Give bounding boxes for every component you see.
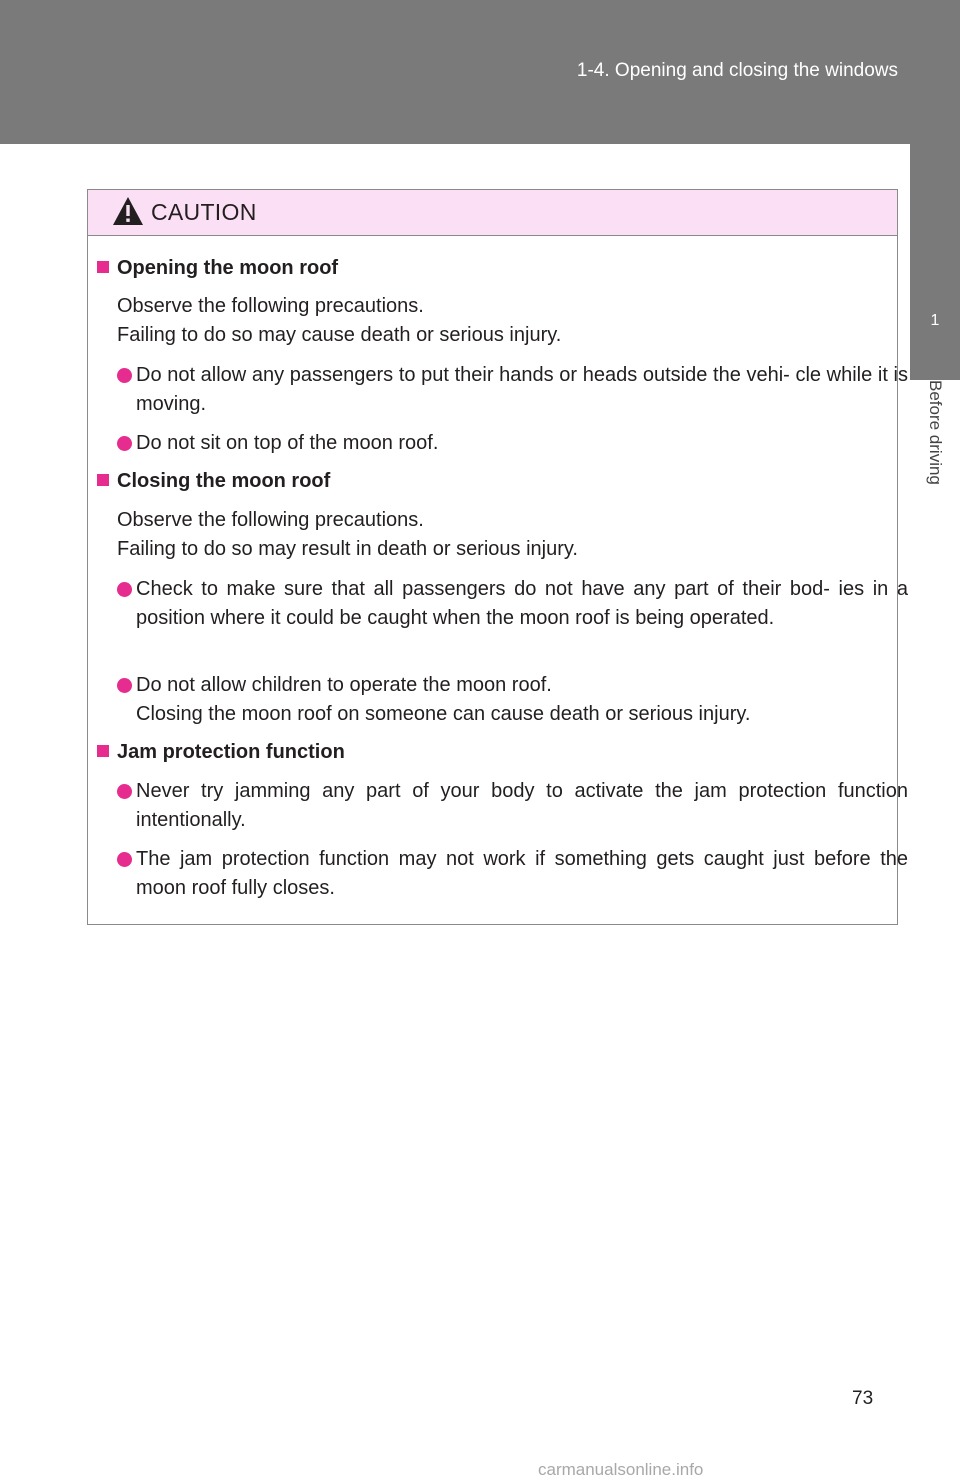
bullet-dot-icon <box>117 784 132 799</box>
section-heading: Closing the moon roof <box>97 467 330 496</box>
list-item: The jam protection function may not work if something gets caught just before the moon roof fully closes. <box>117 845 908 903</box>
square-bullet-icon <box>97 745 109 757</box>
paragraph: Failing to do so may cause death or serious injury. <box>117 324 562 346</box>
square-bullet-icon <box>97 261 109 273</box>
paragraph: Observe the following precautions. <box>117 509 424 531</box>
page-number: 73 <box>852 1388 874 1409</box>
chapter-name: Before driving <box>926 380 945 485</box>
bullet-note: Closing the moon roof on someone can cause death or serious injury. <box>136 703 751 725</box>
paragraph: Failing to do so may result in death or serious injury. <box>117 538 578 560</box>
bullet-dot-icon <box>117 368 132 383</box>
caution-box <box>87 189 908 925</box>
chapter-number: 1 <box>930 312 940 329</box>
paragraph: Observe the following precautions. <box>117 295 424 317</box>
list-item: Do not allow children to operate the moon roof. Closing the moon roof on someone can cause death or serious injury. <box>117 671 908 729</box>
section-heading: Opening the moon roof <box>97 254 338 283</box>
caution-header <box>88 190 897 236</box>
bullet-dot-icon <box>117 678 132 693</box>
bullet-dot-icon <box>117 852 132 867</box>
list-item: Do not sit on top of the moon roof. <box>117 429 908 458</box>
list-item: Check to make sure that all passengers do not have any part of their bod- ies in a position where it could be caught when the moon roof is being operated. <box>117 575 908 633</box>
list-item: Do not allow any passengers to put their hands or heads outside the vehi- cle while it is moving. <box>117 361 908 419</box>
list-item: Never try jamming any part of your body to activate the jam protection function intentionally. <box>117 777 908 835</box>
section-heading: Jam protection function <box>97 738 345 767</box>
bullet-dot-icon <box>117 582 132 597</box>
section-title: 1-4. Opening and closing the windows <box>576 60 898 81</box>
caution-title: CAUTION <box>151 199 257 225</box>
bullet-dot-icon <box>117 436 132 451</box>
chapter-tab <box>910 144 960 380</box>
warning-triangle-icon <box>112 196 144 226</box>
watermark: carmanualsonline.info <box>538 1460 704 1479</box>
square-bullet-icon <box>97 474 109 486</box>
